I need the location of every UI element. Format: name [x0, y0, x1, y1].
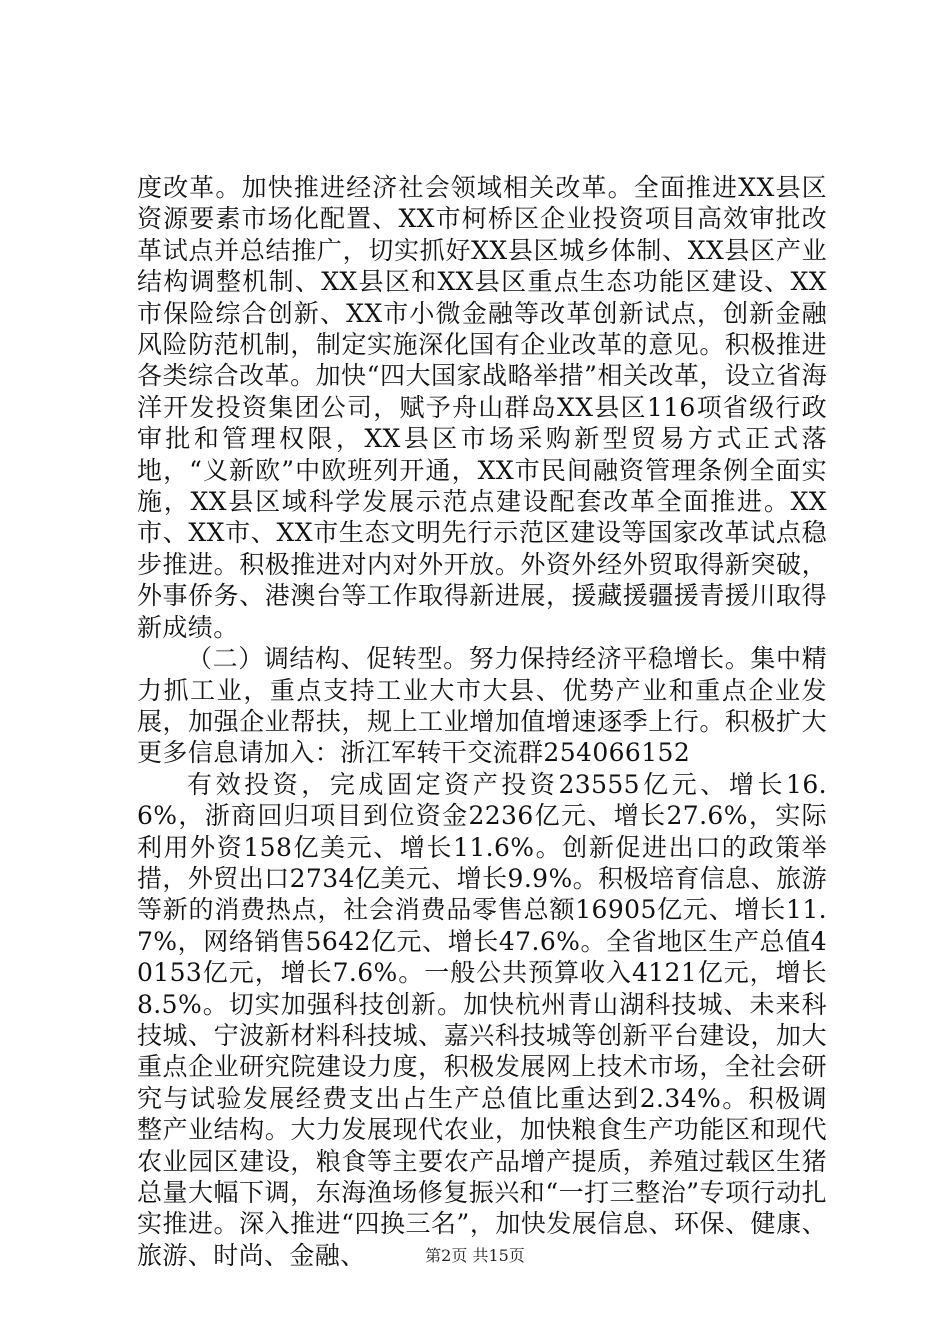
paragraph-effective-investment: 有效投资，完成固定资产投资23555亿元、增长16.6%，浙商回归项目到位资金2236亿元、增长27.6%，实际利用外资158亿美元、增长11.6%。创新促进出口的政策举措，外贸出口2734亿美元、增长9.9%。积极培育信息、旅游等新的消费热点，社会消费品零售总额16905亿元、增长11.7%，网络销售5642亿元、增长47.6%。全省地区生产总值40153亿元，增长7.6%。一般公共预算收入4121亿元，增长8.5%。切实加强科技创新。加快杭州青山湖科技城、未来科技城、宁波新材料科技城、嘉兴科技城等创新平台建设，加大重点企业研究院建设力度，积极发展网上技术市场，全社会研究与试验发展经费支出占生产总值比重达到2.34%。积极调整产业结构。大力发展现代农业，加快粮食生产功能区和现代农业园区建设，粮食等主要农产品增产提质，养殖过载区生猪总量大幅下调，东海渔场修复振兴和“一打三整治”专项行动扎实推进。深入推进“四换三名”，加快发展信息、环保、健康、旅游、时尚、金融、 — [137, 769, 827, 1270]
paragraph-structure-adjustment: （二）调结构、促转型。努力保持经济平稳增长。集中精力抓工业，重点支持工业大市大县、优势产业和重点企业发展，加强企业帮扶，规上工业增加值增速逐季上行。积极扩大更多信息请加入：浙江军转干交流群254066152 — [137, 644, 827, 768]
paragraph-reform: 度改革。加快推进经济社会领域相关改革。全面推进XX县区资源要素市场化配置、XX市柯桥区企业投资项目高效审批改革试点并总结推广，切实抓好XX县区城乡体制、XX县区产业结构调整机制、XX县区和XX县区重点生态功能区建设、XX市保险综合创新、XX市小微金融等改革创新试点，创新金融风险防范机制，制定实施深化国有企业改革的意见。积极推进各类综合改革。加快“四大国家战略举措”相关改革，设立省海洋开发投资集团公司，赋予舟山群岛XX县区116项省级行政审批和管理权限，XX县区市场采购新型贸易方式正式落地，“义新欧”中欧班列开通，XX市民间融资管理条例全面实施，XX县区域科学发展示范点建设配套改革全面推进。XX市、XX市、XX市生态文明先行示范区建设等国家改革试点稳步推进。积极推进对内对外开放。外资外经外贸取得新突破，外事侨务、港澳台等工作取得新进展，援藏援疆援青援川取得新成绩。 — [137, 173, 827, 642]
page-footer: 第2页 共15页 — [425, 1246, 525, 1265]
document-body — [137, 172, 827, 1271]
